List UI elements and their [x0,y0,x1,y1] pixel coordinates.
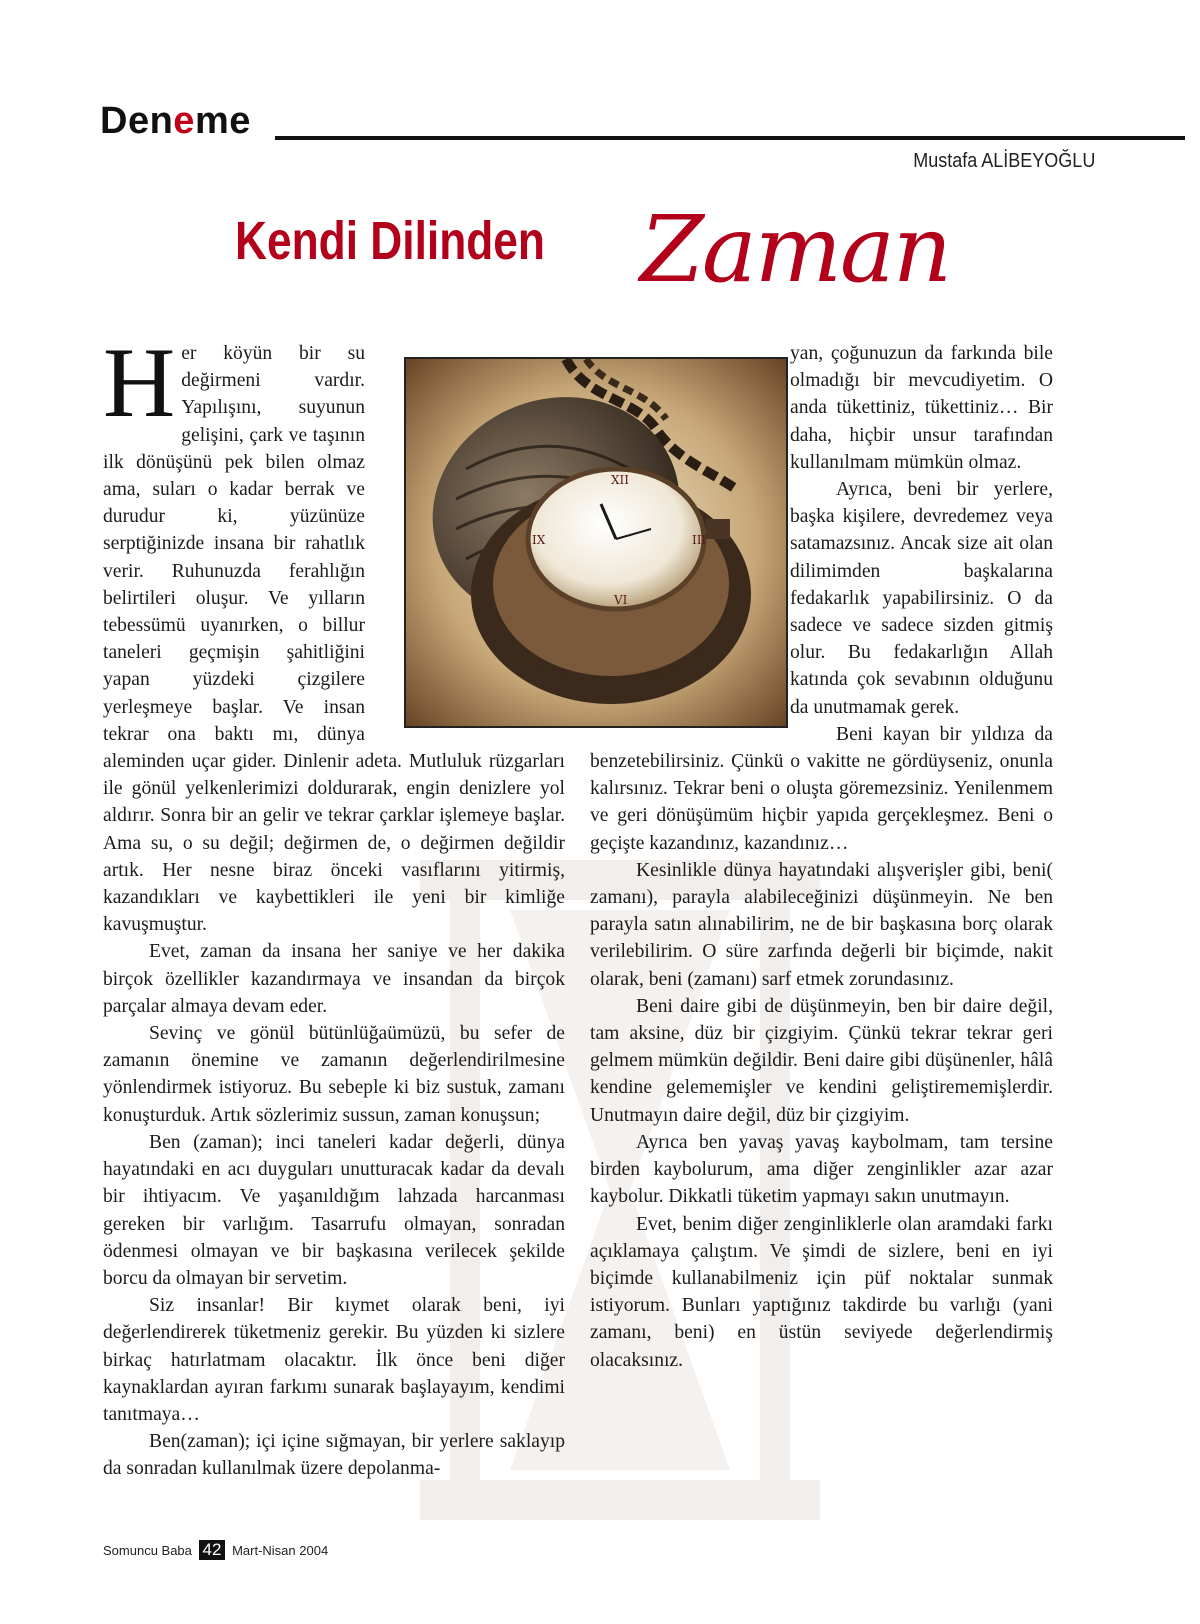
article-title [235,196,951,303]
paragraph-1-text: er köyün bir su değirmeni vardır. Yapılışını, suyunun gelişini, çark ve taşının ilk dönüşünü pek bilen olmaz ama, suları o kadar berrak ve durudur ki, yüzünüze serptiğinizde insana bir rahatlık verir. Ruhunuzda ferahlığın belirtileri oluşur. Ve yılların tebessümü uyanırken, o billur taneleri geçmişin şahitliğini yapan yüzdeki çizgilere yerleşmeye başlar. Ve insan tekrar ona baktı mı, dünya aleminden uçar gider. Dinlenir adeta. Mutluluk rüzgarları ile gönül yelkenlerimizi doldurarak, engin denizlere yol aldırır. Sonra bir an gelir ve tekrar çarklar işlemeye başlar. Ama su, o su değil; değirmen de, o değirmen değildir artık. Her nesne biraz önceki vasıflarını yitirmiş, kazandıkları ve kaybettikleri ile yeni bir kimliğe kavuşmuştur. [103,343,565,936]
section-label-part2: me [194,100,251,142]
author-name: Mustafa ALİBEYOĞLU [912,150,1095,172]
right-paragraph-4: Kesinlikle dünya hayatındaki alışverişler gibi, beni( zamanı), parayla alabileceğinizi düşünmeyin. Ne ben parayla satın alınabilirim, ne de bir başkasına borç olarak verilebilirim. O süre zarfında değerli bir biçimde, nakit olarak, beni (zamanı) sarf etmek zorundasınız. [590,859,1053,990]
section-label-part1: Den [100,100,174,142]
drop-cap: H [103,327,176,438]
magazine-name: Somuncu Baba [103,1543,192,1558]
section-label [100,100,251,143]
svg-text:IX: IX [532,533,546,547]
svg-text:XII: XII [611,473,630,487]
right-paragraph-3: Beni kayan bir yıldıza da benzetebilirsiniz. Çünkü o vakitte ne gördüyseniz, onunla kalırsınız. Tekrar beni o oluşta göremezsiniz. Yenilenmem ve geri dönüşümüm hiçbir yapıda gerçekleşmez. Beni o geçişte kazandınız, kazandınız… [590,723,1053,854]
page-number: 42 [199,1540,226,1560]
issue-date: Mart-Nisan 2004 [232,1543,329,1558]
svg-text:VI: VI [614,593,628,607]
header-rule [275,136,1185,140]
right-column-top [590,340,1053,1374]
right-paragraph-1: yan, çoğunuzun da farkında bile olmadığı bir mevcudiyetim. O anda tükettiniz, tükettiniz… Bir daha, hiçbir unsur tarafından kullanılmam mümkün olmaz. [790,343,1053,473]
svg-text:III: III [692,533,707,547]
paragraph-3: Sevinç ve gönül bütünlüğaümüzü, bu sefer de zamanın önemine ve zamanın değerlendirilmesine yönlendirmek istiyoruz. Bu sebeple ki biz sustuk, zamanı konuşturduk. Artık sözlerimiz sussun, zaman konuşsun; [103,1023,565,1126]
title-script: Zaman [640,196,951,303]
photo-wrap-spacer-right [590,340,790,723]
paragraph-2: Evet, zaman da insana her saniye ve her dakika birçok özellikler kazandırmaya ve insandan da birçok parçalar almaya devam eder. [103,941,565,1017]
right-paragraph-2: Ayrıca, beni bir yerlere, başka kişilere, devredemez veya satamazsınız. Ancak size ait olan dilimimden başkalarına fedakarlık yapabilirsiniz. O da sadece ve sadece sizden gitmiş olur. Bu fedakarlığın Allah katında çok sevabının olduğunu da unutmamak gerek. [790,479,1053,718]
right-paragraph-6: Ayrıca ben yavaş yavaş kaybolmam, tam tersine birden kaybolurum, ama diğer zenginlikler azar azar kaybolur. Dikkatli tüketim yapmayı sakın unutmayın. [590,1131,1053,1208]
photo-wrap-spacer [365,340,565,723]
page-footer [103,1540,328,1560]
paragraph-6: Ben(zaman); içi içine sığmayan, bir yerlere saklayıp da sonradan kullanılmak üzere depolanma- [103,1431,565,1480]
section-label-accent: e [173,100,195,142]
paragraph-4: Ben (zaman); inci taneleri kadar değerli, dünya hayatındaki en acı duyguları unutturacak kadar da devalı bir ihtiyacım. Ve yaşanıldığım lahzada harcanması gereken bir varlığım. Tasarrufu olmayan, sonradan ödenmesi olmayan ve bir başkasına verilecek şekilde borcu da olmayan bir servetim. [103,1131,565,1289]
left-column [103,327,565,1483]
right-paragraph-5: Beni daire gibi de düşünmeyin, ben bir daire değil, tam aksine, düz bir çizgiyim. Çünkü tekrar tekrar geri gelmem mümkün değildir. Beni daire gibi düşünenler, hâlâ kendine gelememişler ve kendini geliştirememişlerdir. Unutmayın daire değil, düz bir çizgiyim. [590,995,1053,1126]
title-main: Kendi Dilinden [235,211,545,271]
right-paragraph-7: Evet, benim diğer zenginliklerle olan aramdaki farkı açıklamaya çalıştım. Ve şimdi de sizlere, beni en iyi biçimde kullanabilmeniz için püf noktalar sunmak istiyorum. Bunları yaptığınız takdirde bu varlığı (yani zamanı, beni) en üstün seviyede değerlendirmiş olacaksınız. [590,1213,1053,1371]
paragraph-5: Siz insanlar! Bir kıymet olarak beni, iyi değerlendirerek tüketmeniz gerekir. Bu yüzden ki sizlere birkaç hatırlatmam olacaktır. İlk önce beni diğer kaynaklardan ayıran farkımı sunarak başlayayım, kendimi tanıtmaya… [103,1295,565,1425]
